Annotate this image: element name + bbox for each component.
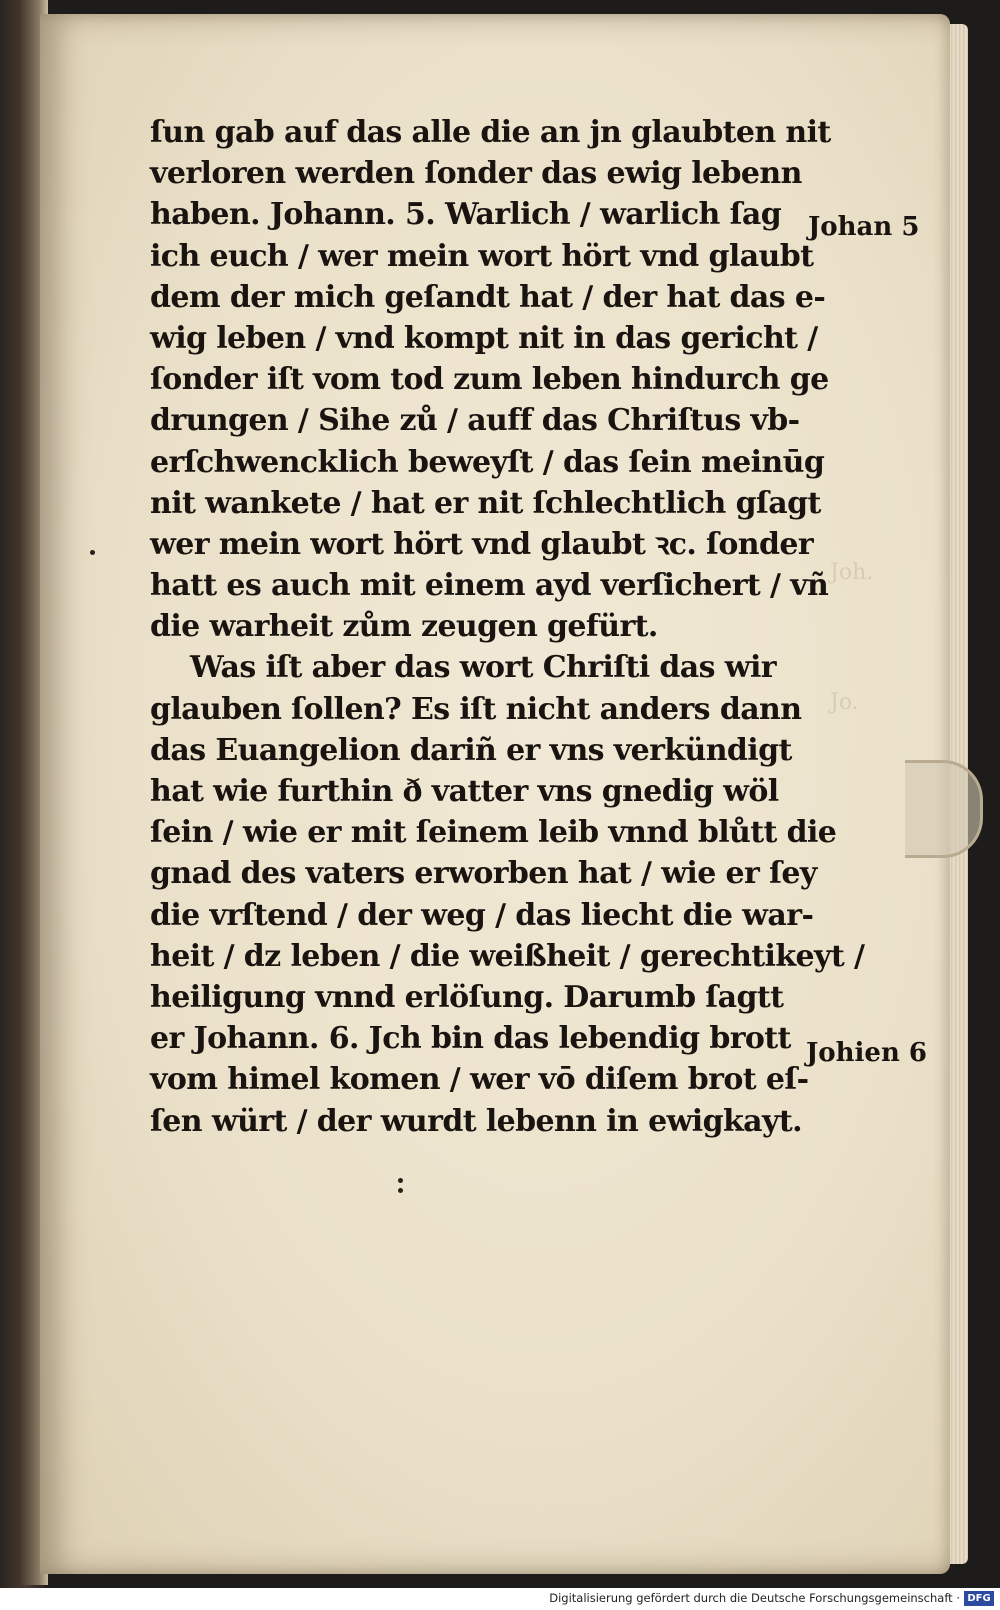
- text-line: drungen / Sihe zů / auff das Chriſtus vb-: [150, 403, 800, 439]
- text-line: die warheit zům zeugen gefürt.: [150, 609, 658, 645]
- text-line: nit wankete / hat er nit ſchlechtlich gſagt: [150, 485, 821, 521]
- marginal-note-john-6: Johien 6: [806, 1038, 928, 1068]
- text-line: haben. Johann. 5. Warlich / warlich ſag: [150, 197, 782, 233]
- text-line: vom himel komen / wer vō diſem brot eſ-: [150, 1062, 809, 1098]
- text-line: heit / dz leben / die weißheit / gerechtikeyt /: [150, 938, 865, 974]
- text-line: glauben ſollen? Es iſt nicht anders dann: [150, 691, 802, 727]
- text-line: dem der mich geſandt hat / der hat das e-: [150, 279, 826, 315]
- bleed-through-mark: Joh.: [830, 560, 874, 585]
- text-line: ſun gab auf das alle die an jn glaubten nit: [150, 115, 831, 150]
- text-line: ſen würt / der wurdt lebenn in ewigkayt.: [150, 1103, 802, 1139]
- text-line: erſchwencklich beweyſt / das ſein meinūg: [150, 444, 825, 480]
- text-line: ſein / wie er mit ſeinem leib vnnd blůtt die: [150, 815, 837, 851]
- text-line: hatt es auch mit einem ayd verſichert / vñ: [150, 568, 829, 604]
- page-clip: [905, 760, 983, 858]
- bleed-through-mark: Jo.: [830, 690, 859, 715]
- stray-mark: [398, 1178, 403, 1183]
- text-line: hat wie furthin ð vatter vns gnedig wöl: [150, 774, 779, 809]
- text-line: er Johann. 6. Jch bin das lebendig brott: [150, 1021, 791, 1057]
- text-line: wig leben / vnd kompt nit in das gericht /: [150, 320, 818, 356]
- text-line: ſonder iſt vom tod zum leben hindurch ge: [150, 362, 829, 398]
- text-line: heiligung vnnd erlöſung. Darumb ſagtt: [150, 979, 784, 1015]
- text-line: Was iſt aber das wort Chriſti das wir: [190, 650, 776, 686]
- marginal-note-john-5: Johan 5: [808, 212, 920, 242]
- stray-mark: [90, 550, 95, 555]
- text-line: gnad des vaters erworben hat / wie er ſey: [150, 856, 817, 892]
- text-line: das Euangelion dariñ er vns verkündigt: [150, 732, 792, 768]
- dfg-logo[interactable]: DFG: [964, 1591, 994, 1606]
- text-line: ich euch / wer mein wort hört vnd glaubt: [150, 238, 814, 274]
- funding-credit: Digitalisierung gefördert durch die Deutsche Forschungsgemeinschaft ·: [549, 1591, 960, 1605]
- text-line: die vrſtend / der weg / das liecht die war-: [150, 897, 814, 933]
- stray-mark: [398, 1188, 403, 1193]
- text-line: verloren werden ſonder das ewig lebenn: [150, 156, 802, 192]
- text-line: wer mein wort hört vnd glaubt ꝛc. ſonder: [150, 526, 814, 562]
